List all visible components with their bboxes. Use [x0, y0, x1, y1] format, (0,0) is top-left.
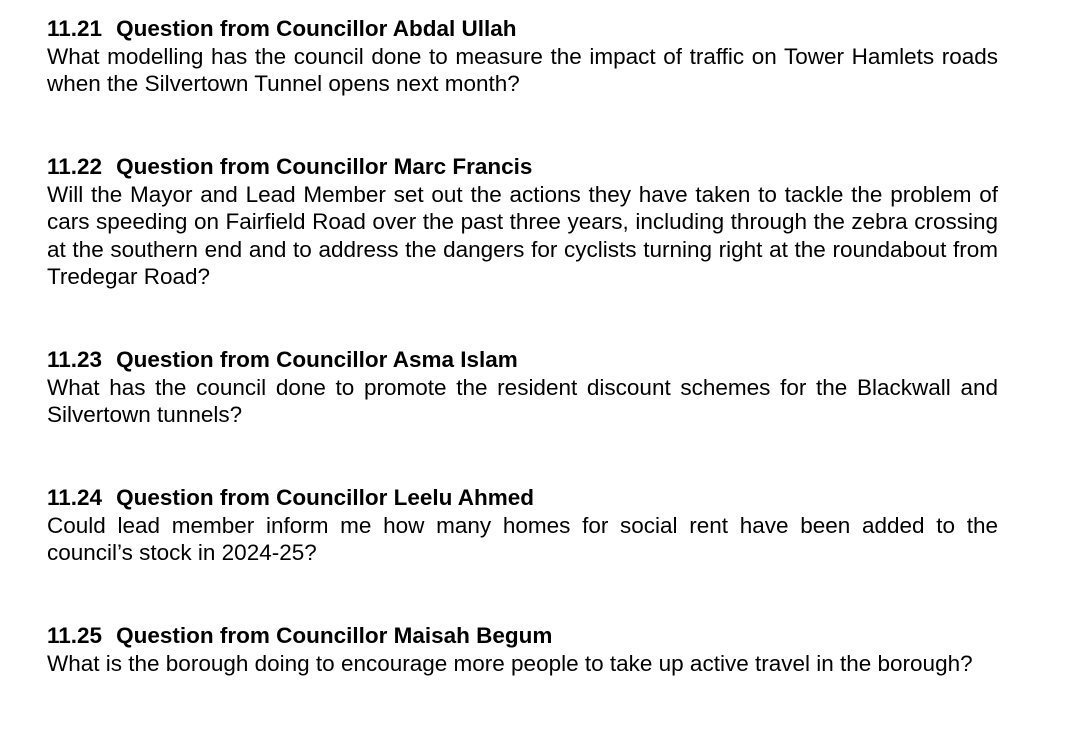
- question-number: 11.23: [47, 347, 103, 372]
- question-number: 11.25: [47, 623, 103, 648]
- question-block: [47, 346, 998, 429]
- question-title: Question from Councillor Asma Islam: [116, 347, 518, 372]
- question-block: [47, 153, 998, 291]
- question-block: [47, 484, 998, 567]
- question-title: Question from Councillor Marc Francis: [116, 154, 533, 179]
- question-number: 11.21: [47, 16, 103, 41]
- question-text: What modelling has the council done to measure the impact of traffic on Tower Hamlets roads when the Silvertown Tunnel opens next month?: [47, 43, 998, 96]
- question-text: Will the Mayor and Lead Member set out the actions they have taken to tackle the problem of cars speeding on Fairfield Road over the past three years, including through the zebra crossing at the southern end and to address the dangers for cyclists turning right at the roundabout from Tredegar Road?: [47, 181, 998, 289]
- question-block: [47, 15, 998, 98]
- question-text: What has the council done to promote the resident discount schemes for the Blackwall and Silvertown tunnels?: [47, 374, 998, 427]
- question-number: 11.24: [47, 485, 103, 510]
- question-heading: [47, 484, 998, 512]
- question-text: Could lead member inform me how many homes for social rent have been added to the council’s stock in 2024-25?: [47, 512, 998, 565]
- question-heading: [47, 346, 998, 374]
- question-title: Question from Councillor Abdal Ullah: [116, 16, 517, 41]
- question-heading: [47, 153, 998, 181]
- question-heading: [47, 622, 998, 650]
- question-block: [47, 622, 998, 677]
- question-heading: [47, 15, 998, 43]
- question-title: Question from Councillor Maisah Begum: [116, 623, 553, 648]
- question-title: Question from Councillor Leelu Ahmed: [116, 485, 535, 510]
- question-number: 11.22: [47, 154, 103, 179]
- question-text: What is the borough doing to encourage more people to take up active travel in the borough?: [47, 650, 973, 676]
